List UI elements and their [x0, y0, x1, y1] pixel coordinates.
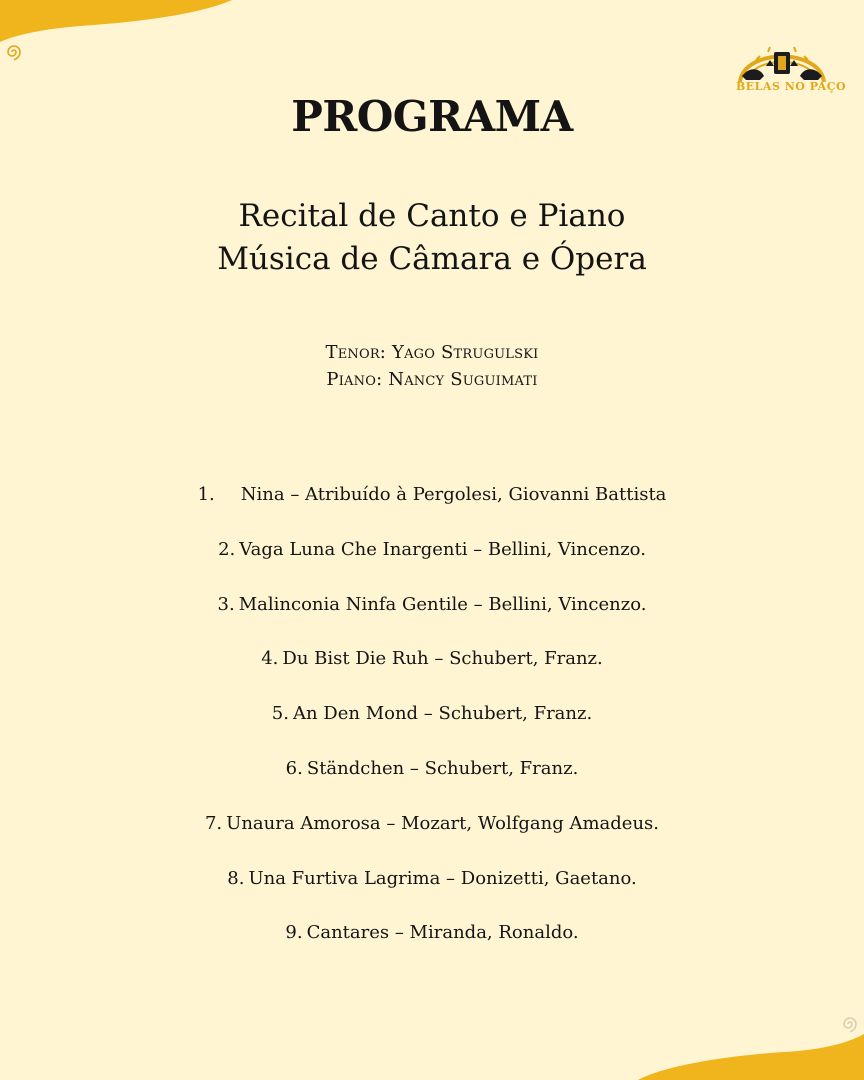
program-item-2: [0, 539, 864, 560]
program-item-text: Nina – Atribuído à Pergolesi, Giovanni Battista: [240, 484, 667, 505]
program-item-number: 4.: [261, 648, 279, 669]
tenor-credit: Tenor: Yago Strugulski: [325, 342, 539, 363]
subtitle-line-1: Recital de Canto e Piano: [238, 198, 626, 234]
program-item-number: 1.: [197, 484, 215, 505]
program-item-number: 5.: [271, 703, 289, 724]
program-item-text: Ständchen – Schubert, Franz.: [306, 758, 579, 779]
program-item-number: 8.: [227, 868, 245, 889]
piano-credit: Piano: Nancy Suguimati: [326, 369, 538, 390]
logo-text: BELAS NO PAÇO: [736, 80, 847, 93]
program-item-text: Una Furtiva Lagrima – Donizetti, Gaetano.: [248, 868, 637, 889]
program-item-7: [0, 813, 864, 834]
top-left-swoosh-decoration: [0, 0, 240, 60]
spiral-ornament-icon: [838, 1012, 862, 1036]
program-item-number: 6.: [285, 758, 303, 779]
program-item-6: [0, 758, 864, 779]
program-item-number: 2.: [218, 539, 236, 560]
program-item-text: Vaga Luna Che Inargenti – Bellini, Vincenzo.: [239, 539, 646, 560]
bottom-right-swoosh-decoration: [624, 1020, 864, 1080]
program-item-text: An Den Mond – Schubert, Franz.: [292, 703, 593, 724]
program-item-4: [0, 648, 864, 669]
program-item-3: [0, 594, 864, 615]
page-title: PROGRAMA: [291, 92, 573, 141]
program-item-number: 7.: [204, 813, 223, 834]
program-item-text: Cantares – Miranda, Ronaldo.: [306, 922, 579, 943]
program-item-number: 9.: [285, 922, 303, 943]
program-item-number: 3.: [217, 594, 235, 615]
program-item-9: [0, 922, 864, 943]
program-item-1: [0, 484, 864, 505]
spiral-ornament-icon: [2, 40, 26, 64]
subtitle-line-2: Música de Câmara e Ópera: [217, 241, 647, 277]
program-item-text: Unaura Amorosa – Mozart, Wolfgang Amadeus.: [226, 813, 659, 834]
program-item-text: Du Bist Die Ruh – Schubert, Franz.: [282, 648, 603, 669]
program-item-text: Malinconia Ninfa Gentile – Bellini, Vincenzo.: [238, 594, 647, 615]
program-item-8: [0, 868, 864, 889]
program-item-5: [0, 703, 864, 724]
